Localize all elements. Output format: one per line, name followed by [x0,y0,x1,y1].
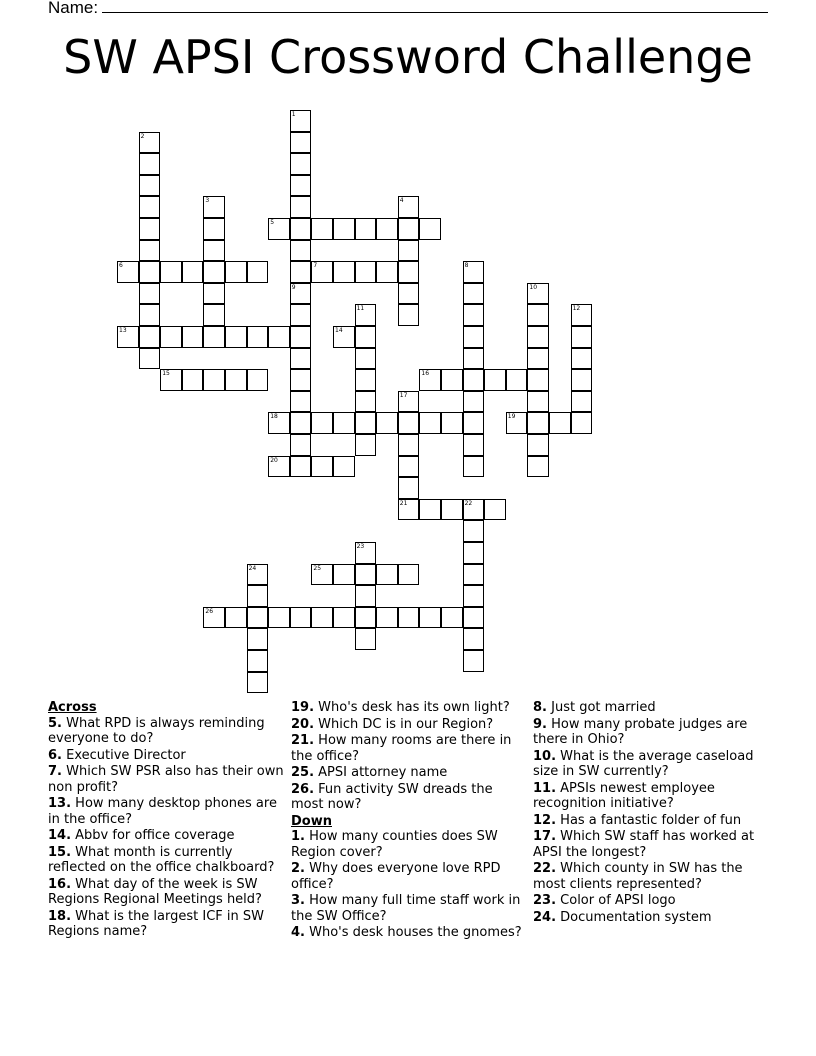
crossword-cell[interactable] [247,585,269,607]
clue-item [48,877,284,908]
crossword-cell[interactable] [441,499,463,521]
clue-item-number: 22. [533,861,557,876]
clue-item [48,748,284,764]
crossword-cell[interactable] [376,412,398,434]
crossword-cell[interactable] [376,607,398,629]
crossword-cell[interactable] [355,391,377,413]
crossword-cell[interactable] [225,607,247,629]
crossword-cell[interactable] [398,261,420,283]
clue-number: 6 [119,262,123,270]
crossword-cell[interactable] [139,283,161,305]
crossword-cell[interactable] [247,326,269,348]
crossword-cell[interactable] [290,261,312,283]
crossword-cell[interactable] [203,218,225,240]
crossword-cell[interactable] [139,240,161,262]
crossword-cell[interactable] [247,369,269,391]
crossword-cell[interactable] [355,434,377,456]
crossword-cell[interactable] [355,369,377,391]
crossword-cell[interactable] [527,391,549,413]
crossword-cell[interactable] [268,326,290,348]
crossword-cell[interactable] [398,304,420,326]
crossword-cell[interactable] [333,261,355,283]
crossword-cell[interactable] [311,564,333,586]
clue-item-number: 6. [48,747,62,763]
clue-item-number: 26. [291,781,315,797]
clue-item-text: Color of APSI logo [556,893,676,908]
crossword-cell[interactable] [463,283,485,305]
clue-number: 2 [140,132,145,140]
clue-item-number: 7. [48,764,62,779]
crossword-cell[interactable] [355,412,377,434]
crossword-cell[interactable] [290,283,312,305]
crossword-cell[interactable] [139,261,161,283]
clue-item-text: Which DC is in our Region? [314,716,494,732]
clue-item-number: 21. [291,733,315,748]
crossword-cell[interactable] [355,542,377,564]
crossword-cell[interactable] [203,304,225,326]
crossword-cell[interactable] [463,348,485,370]
crossword-cell[interactable] [311,261,333,283]
clue-number: 17 [399,391,408,399]
crossword-cell[interactable] [398,240,420,262]
crossword-cell[interactable] [527,326,549,348]
clues-column-3 [533,700,773,926]
clue-number: 8 [464,262,469,270]
crossword-cell[interactable] [398,218,420,240]
clue-item-text: What RPD is always reminding everyone to do? [48,715,265,746]
clue-item [291,700,525,716]
clue-item-number: 13. [48,796,72,811]
clue-item-number: 23. [533,893,557,908]
crossword-cell[interactable] [290,110,312,132]
crossword-cell[interactable] [463,456,485,478]
clue-item-number: 15. [48,844,72,860]
crossword-cell[interactable] [398,412,420,434]
crossword-cell[interactable] [398,434,420,456]
clue-item [533,893,773,909]
clues-column-2 [291,700,525,942]
crossword-cell[interactable] [160,261,182,283]
crossword-cell[interactable] [376,564,398,586]
crossword-cell[interactable] [333,412,355,434]
crossword-cell[interactable] [333,564,355,586]
crossword-cell[interactable] [398,607,420,629]
crossword-cell[interactable] [203,369,225,391]
crossword-cell[interactable] [182,261,204,283]
clue-item-text: Fun activity SW dreads the most now? [291,781,493,812]
crossword-cell[interactable] [398,456,420,478]
clue-item [533,749,773,780]
clue-item [48,828,284,844]
clue-item-number: 18. [48,908,72,924]
name-label: Name: [48,0,99,17]
crossword-cell[interactable] [290,175,312,197]
crossword-cell[interactable] [247,564,269,586]
clue-item-number: 2. [291,861,305,876]
clue-item [291,782,525,813]
crossword-cell[interactable] [203,196,225,218]
clue-section-heading: Down [291,813,332,829]
clue-number: 26 [205,607,214,615]
crossword-cell[interactable] [527,412,549,434]
crossword-cell[interactable] [139,218,161,240]
clue-item-text: How many desktop phones are in the office? [48,796,277,827]
crossword-cell[interactable] [527,434,549,456]
clue-item-text: Executive Director [61,747,186,763]
clue-number: 23 [356,543,365,550]
crossword-cell[interactable] [311,218,333,240]
clue-item-text: Documentation system [556,909,712,925]
clue-item [533,861,773,892]
crossword-cell[interactable] [419,369,441,391]
clue-item-number: 16. [48,876,72,892]
clue-item-text: How many rooms are there in the office? [291,733,512,764]
clue-number: 16 [421,370,430,378]
clue-item-text: Which county in SW has the most clients represented? [533,861,743,892]
clue-number: 14 [335,327,343,334]
clue-item [291,861,525,892]
clue-item [48,909,284,940]
clue-item-text: Who's desk has its own light? [314,700,510,715]
crossword-cell[interactable] [247,607,269,629]
crossword-cell[interactable] [527,283,549,305]
crossword-cell[interactable] [398,196,420,218]
crossword-cell[interactable] [290,607,312,629]
clue-item-text: Has a fantastic folder of fun [556,812,742,828]
crossword-cell[interactable] [139,175,161,197]
clue-number: 9 [291,283,296,291]
crossword-cell[interactable] [398,564,420,586]
clue-item [533,717,773,748]
crossword-cell[interactable] [139,196,161,218]
crossword-cell[interactable] [463,520,485,542]
clue-number: 10 [529,283,538,291]
crossword-cell[interactable] [247,261,269,283]
crossword-cell[interactable] [247,628,269,650]
clue-item-number: 9. [533,716,547,732]
crossword-cell[interactable] [441,607,463,629]
crossword-cell[interactable] [398,477,420,499]
crossword-cell[interactable] [290,240,312,262]
clue-item-number: 20. [291,716,315,732]
crossword-cell[interactable] [376,261,398,283]
clue-item-number: 25. [291,765,315,780]
page-title: SW APSI Crossword Challenge [63,30,753,84]
clue-number: 13 [119,327,127,334]
crossword-cell[interactable] [333,456,355,478]
clue-item-text: What day of the week is SW Regions Regional Meetings held? [48,876,262,907]
crossword-cell[interactable] [571,391,593,413]
crossword-cell[interactable] [506,369,528,391]
crossword-cell[interactable] [160,369,182,391]
clue-item [48,764,284,795]
clue-number: 25 [313,564,322,572]
crossword-cell[interactable] [398,391,420,413]
crossword-cell[interactable] [571,369,593,391]
clue-item [291,925,525,941]
clue-item-number: 17. [533,829,557,844]
clue-item-number: 3. [291,893,305,908]
crossword-cell[interactable] [419,607,441,629]
clue-item-text: APSIs newest employee recognition initiative? [533,780,715,811]
clue-item-number: 5. [48,715,62,731]
crossword-cell[interactable] [203,240,225,262]
clue-item [533,781,773,812]
crossword-cell[interactable] [117,326,139,348]
crossword-cell[interactable] [484,499,506,521]
crossword-cell[interactable] [463,326,485,348]
crossword-cell[interactable] [333,326,355,348]
clue-item [48,845,284,876]
crossword-cell[interactable] [463,261,485,283]
crossword-cell[interactable] [290,132,312,154]
crossword-cell[interactable] [419,499,441,521]
clue-item-number: 14. [48,828,72,843]
crossword-cell[interactable] [203,283,225,305]
crossword-cell[interactable] [268,412,290,434]
crossword-cell[interactable] [463,391,485,413]
crossword-cell[interactable] [527,304,549,326]
crossword-cell[interactable] [117,261,139,283]
crossword-cell[interactable] [290,304,312,326]
crossword-cell[interactable] [398,283,420,305]
crossword-cell[interactable] [139,348,161,370]
crossword-cell[interactable] [463,585,485,607]
clue-item [291,765,525,781]
crossword-cell[interactable] [355,304,377,326]
clue-item-text: What is the largest ICF in SW Regions name? [48,908,264,939]
clue-item-text: Which SW staff has worked at APSI the longest? [533,829,755,860]
crossword-cell[interactable] [463,304,485,326]
crossword-cell[interactable] [290,434,312,456]
clue-number: 15 [162,370,170,378]
clue-number: 5 [270,219,275,226]
clue-item [291,717,525,733]
clue-number: 1 [291,111,296,118]
crossword-cell[interactable] [268,607,290,629]
clue-number: 18 [270,413,278,421]
clue-number: 7 [313,262,318,270]
clue-item-text: How many counties does SW Region cover? [291,829,498,860]
crossword-cell[interactable] [355,564,377,586]
crossword-cell[interactable] [398,499,420,521]
crossword-cell[interactable] [355,261,377,283]
clue-item-text: Which SW PSR also has their own non profit? [48,764,284,795]
clue-number: 19 [507,413,516,421]
clue-number: 21 [399,499,408,507]
crossword-cell[interactable] [419,218,441,240]
crossword-cell[interactable] [571,326,593,348]
clue-item-number: 8. [533,700,547,715]
crossword-cell[interactable] [355,348,377,370]
clue-item-text: Who's desk houses the gnomes? [304,925,522,940]
clue-number: 24 [248,564,257,572]
crossword-cell[interactable] [506,412,528,434]
crossword-cell[interactable] [463,650,485,672]
crossword-cell[interactable] [463,628,485,650]
clue-item-text: What is the average caseload size in SW currently? [533,748,754,779]
crossword-cell[interactable] [463,434,485,456]
crossword-cell[interactable] [225,326,247,348]
crossword-cell[interactable] [419,412,441,434]
crossword-cell[interactable] [290,348,312,370]
clue-item-text: What month is currently reflected on the office chalkboard? [48,844,275,875]
clue-item [291,893,525,924]
crossword-cell[interactable] [247,650,269,672]
crossword-cell[interactable] [355,628,377,650]
crossword-cell[interactable] [376,218,398,240]
clue-item-text: APSI attorney name [314,765,448,780]
crossword-cell[interactable] [290,196,312,218]
crossword-cell[interactable] [290,412,312,434]
crossword-cell[interactable] [571,412,593,434]
crossword-cell[interactable] [527,456,549,478]
clue-number: 22 [464,499,473,507]
crossword-cell[interactable] [290,456,312,478]
clue-number: 3 [205,197,210,205]
clue-item-text: How many probate judges are there in Ohio? [533,716,748,747]
clue-item [533,910,773,926]
crossword-cell[interactable] [290,369,312,391]
crossword-cell[interactable] [463,564,485,586]
crossword-cell[interactable] [571,304,593,326]
clue-number: 11 [356,305,365,313]
clue-item [48,716,284,747]
clue-item-number: 12. [533,812,557,828]
crossword-cell[interactable] [355,585,377,607]
crossword-cell[interactable] [355,607,377,629]
clue-item [48,796,284,827]
crossword-cell[interactable] [139,326,161,348]
crossword-cell[interactable] [463,542,485,564]
clue-item-text: Abbv for office coverage [71,828,235,843]
crossword-cell[interactable] [247,672,269,694]
clue-section-heading: Across [48,700,97,715]
crossword-cell[interactable] [311,412,333,434]
clue-item-number: 4. [291,925,305,940]
crossword-cell[interactable] [139,304,161,326]
crossword-cell[interactable] [333,218,355,240]
clue-item-text: Just got married [546,700,656,715]
clue-item-text: Why does everyone love RPD office? [291,861,501,892]
crossword-cell[interactable] [463,499,485,521]
crossword-cell[interactable] [139,153,161,175]
clue-number: 12 [572,305,581,313]
crossword-cell[interactable] [355,326,377,348]
crossword-cell[interactable] [225,369,247,391]
clue-item [533,829,773,860]
crossword-cell[interactable] [203,326,225,348]
clue-number: 4 [399,197,404,205]
clue-item-number: 11. [533,780,557,796]
crossword-cell[interactable] [182,369,204,391]
crossword-cell[interactable] [225,261,247,283]
clue-item [533,700,773,716]
clues-column-1 [48,700,284,941]
clue-item [291,733,525,764]
crossword-cell[interactable] [290,326,312,348]
clue-item-text: How many full time staff work in the SW Office? [291,893,521,924]
crossword-cell[interactable] [268,456,290,478]
crossword-cell[interactable] [290,391,312,413]
crossword-cell[interactable] [290,218,312,240]
crossword-cell[interactable] [203,261,225,283]
clue-item-number: 1. [291,829,305,844]
crossword-cell[interactable] [139,132,161,154]
crossword-cell[interactable] [463,412,485,434]
crossword-cell[interactable] [355,218,377,240]
crossword-cell[interactable] [463,607,485,629]
crossword-cell[interactable] [441,412,463,434]
crossword-cell[interactable] [268,218,290,240]
crossword-cell[interactable] [160,326,182,348]
crossword-cell[interactable] [203,607,225,629]
crossword-cell[interactable] [182,326,204,348]
crossword-cell[interactable] [571,348,593,370]
crossword-cell[interactable] [527,369,549,391]
clue-item-number: 10. [533,748,557,764]
clue-item-number: 19. [291,700,315,715]
clue-item [533,813,773,829]
crossword-cell[interactable] [549,412,571,434]
clue-number: 20 [270,456,278,464]
crossword-cell[interactable] [290,153,312,175]
crossword-cell[interactable] [484,369,506,391]
clue-item [291,829,525,860]
crossword-cell[interactable] [333,607,355,629]
crossword-cell[interactable] [311,456,333,478]
crossword-cell[interactable] [441,369,463,391]
crossword-cell[interactable] [463,369,485,391]
crossword-cell[interactable] [527,348,549,370]
clue-item-number: 24. [533,909,557,925]
crossword-cell[interactable] [311,607,333,629]
